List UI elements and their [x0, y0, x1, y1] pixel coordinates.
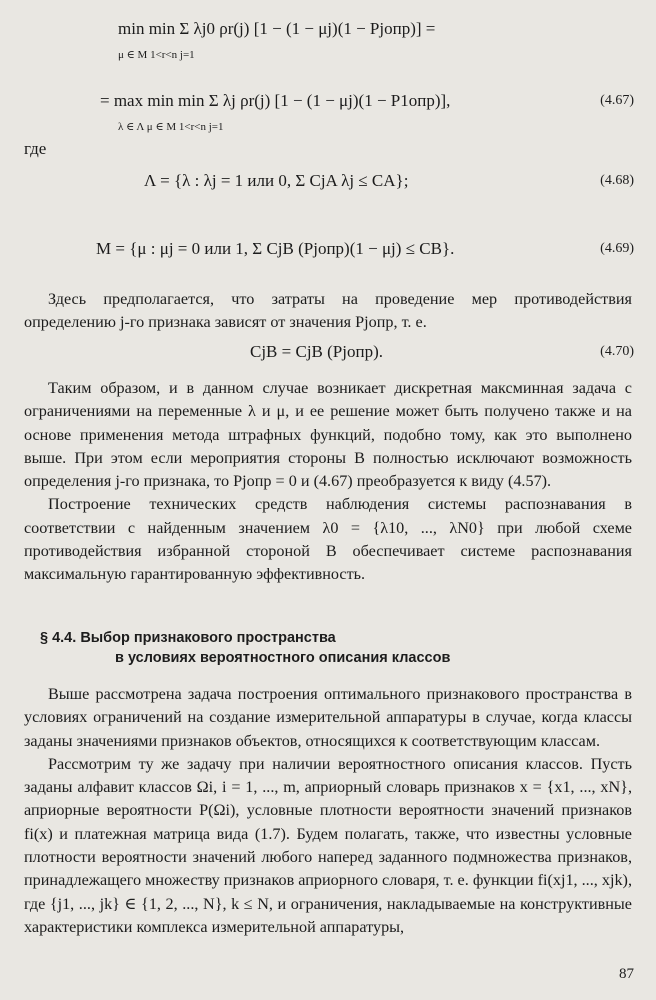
paragraph-text: Выше рассмотрена задача построения оптимального признакового пространства в условиях ограничений на создание измерительной аппаратуры в случае, когда классы заданы значениями признаков объектов, относящихся к соответствующим классам.	[24, 685, 632, 750]
paragraph-1	[24, 288, 632, 335]
equation-number: (4.68)	[600, 173, 634, 188]
paragraph-text: Построение технических средств наблюдения системы распознавания в соответствии с найденным значением λ0 = {λ10, ..., λN0} при любой схеме противодействия избранной стороной B обеспечивает системе распознавания максимальную гарантированную эффективность.	[24, 495, 632, 584]
equation-number: (4.69)	[600, 241, 634, 256]
where-text: где	[24, 139, 47, 158]
paragraph-text: Здесь предполагается, что затраты на проведение мер противодействия определению j-го признака зависят от значения Pjопр, т. е.	[24, 290, 632, 332]
section-number: § 4.4.	[40, 630, 77, 646]
equation-4-67-limits: λ ∈ Λ μ ∈ M 1<r<n j=1	[118, 121, 224, 133]
equation-number: (4.70)	[600, 344, 634, 359]
section-title-line-1: Выбор признакового пространства	[80, 630, 336, 646]
equation-4-69-body: M = {μ : μj = 0 или 1, Σ CjB (Pjопр)(1 − μj) ≤ CB}.	[96, 239, 455, 258]
equation-4-68-body: Λ = {λ : λj = 1 или 0, Σ CjA λj ≤ CA};	[144, 171, 409, 190]
section-title-line-2: в условиях вероятностного описания классов	[115, 650, 451, 666]
paragraph-block-2	[24, 377, 632, 587]
equation-top-limits: μ ∈ M 1<r<n j=1	[118, 49, 195, 61]
paragraph-text: Рассмотрим ту же задачу при наличии вероятностного описания классов. Пусть заданы алфавит классов Ωi, i = 1, ..., m, априорный словарь признаков x = {x1, ..., xN}, априорные вероятности P(Ωi), условные плотности вероятности значений признаков fi(x) и платежная матрица вида (1.7). Будем полагать, также, что известны условные плотности вероятности значений любого наперед заданного подмножества признаков, принадлежащего множеству признаков априорного словаря, т. е. функции fi(xj1, ..., xjk), где {j1, ..., jk} ∈ {1, 2, ..., N}, k ≤ N, и ограничения, накладываемые на конструктивные характеристики комплекса измерительной аппаратуры,	[24, 754, 632, 936]
section-heading	[40, 628, 630, 668]
page-number: 87	[619, 966, 634, 982]
paragraph-block-3	[24, 683, 632, 939]
equation-number: (4.67)	[600, 93, 634, 108]
equation-4-70-body: CjB = CjB (Pjопр).	[250, 342, 383, 361]
paragraph-text: Таким образом, и в данном случае возникает дискретная максминная задача с ограничениями на переменные λ и μ, и ее решение может быть получено также и на основе применения метода штрафных функций, подобно тому, как это выполнено выше. При этом если мероприятия стороны B полностью исключают возможность определения j-го признака, то Pjопр = 0 и (4.67) преобразуется к виду (4.57).	[24, 379, 632, 491]
equation-top-body: min min Σ λj0 ρr(j) [1 − (1 − μj)(1 − Pjопр)] =	[118, 19, 436, 38]
equation-4-67-body: = max min min Σ λj ρr(j) [1 − (1 − μj)(1 − P1опр)],	[100, 91, 451, 110]
